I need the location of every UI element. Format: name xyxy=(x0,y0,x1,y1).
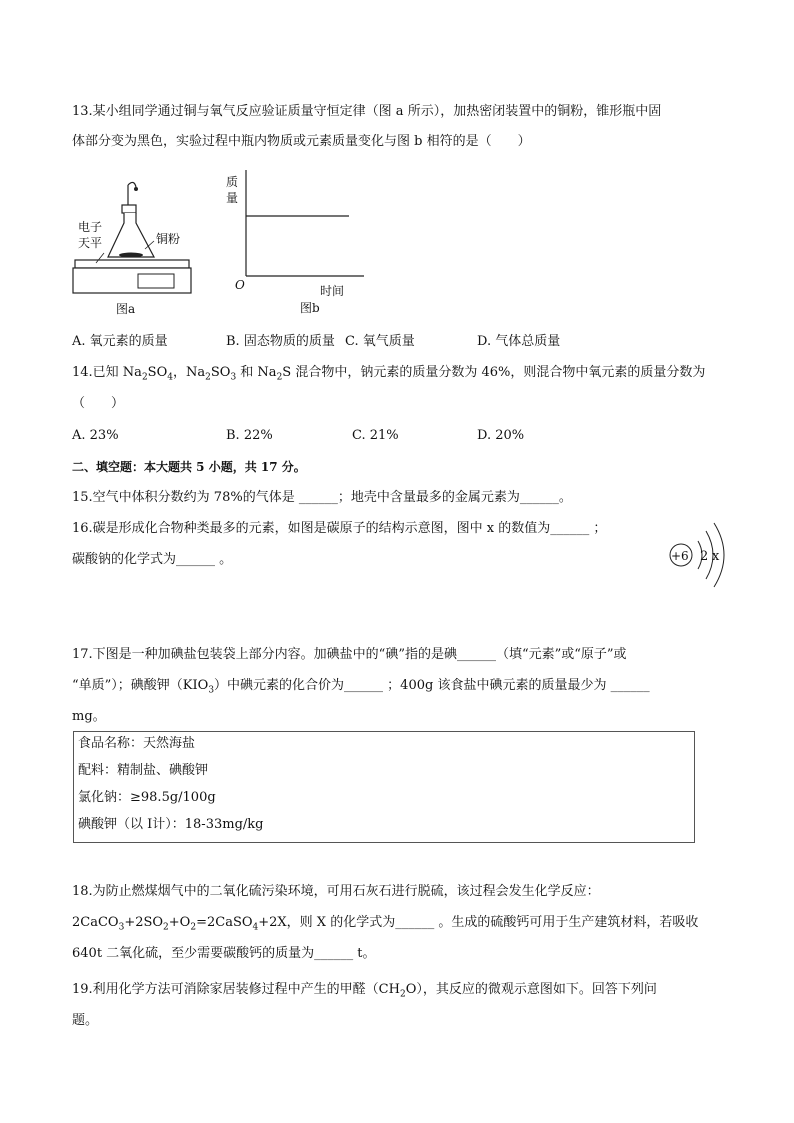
q19-line-2: 题。 xyxy=(72,1013,99,1028)
q17-line-3: mg。 xyxy=(72,709,106,724)
q19-line-1: 19.利用化学方法可消除家居装修过程中产生的甲醛$(CH_2O)$，其反应的微观示意图如下。回答下列问 xyxy=(72,982,657,1000)
q18-line-3: 640t 二氧化硫，至少需要碳酸钙的质量为______ t。 xyxy=(72,946,376,961)
q13-option-a[interactable]: A. 氧元素的质量 xyxy=(72,334,168,349)
nucleus-charge: +6 xyxy=(671,549,689,563)
q16-line-2: 碳酸钠的化学式为______ 。 xyxy=(72,552,233,567)
origin-label: O xyxy=(235,278,245,292)
label-food-name: 食品名称：天然海盐 xyxy=(78,736,196,751)
q18-line-1: 18.为防止燃煤烟气中的二氧化硫污染环境，可用石灰石进行脱硫，该过程会发生化学反应： xyxy=(72,884,600,899)
q17-line-1: 17.下图是一种加碘盐包装袋上部分内容。加碘盐中的“碘”指的是碘______（填“元素”或“原子”或 xyxy=(72,647,627,662)
q13-line-1: 13.某小组同学通过铜与氧气反应验证质量守恒定律（图 a 所示），加热密闭装置中的铜粉，锥形瓶中固 xyxy=(72,104,662,119)
y-axis-label-1: 质 xyxy=(226,175,239,189)
figure-b xyxy=(222,168,367,320)
q13-line-2: 体部分变为黑色，实验过程中瓶内物质或元素质量变化与图 b 相符的是（ ） xyxy=(72,134,531,149)
q16-line-1: 16.碳是形成化合物种类最多的元素，如图是碳原子的结构示意图，图中 x 的数值为______ ； xyxy=(72,521,607,536)
q14-line-1: 14.已知 $Na_2SO_4$，$Na_2SO_3$ 和 $Na_2S$ 混合物中，钠元素的质量分数为 46%，则混合物中氧元素的质量分数为 xyxy=(72,365,706,383)
q14-line-2: （ ） xyxy=(72,396,125,411)
label-ingredients: 配料：精制盐、碘酸钾 xyxy=(78,763,209,778)
carbon-atom-diagram xyxy=(664,519,734,591)
y-axis-label-2: 量 xyxy=(226,191,239,205)
copper-label: 铜粉 xyxy=(156,232,181,246)
q14-option-b[interactable]: B. 22% xyxy=(226,428,273,443)
figure-a-caption: 图a xyxy=(116,302,136,316)
label-potassium-iodate: 碘酸钾（以 I计）：18-33mg/kg xyxy=(78,817,264,832)
q13-option-b[interactable]: B. 固态物质的质量 xyxy=(226,334,335,349)
section-2-title: 二、填空题：本大题共 5 小题，共 17 分。 xyxy=(72,460,306,474)
x-axis-label: 时间 xyxy=(320,284,345,298)
q18-line-2: $2CaCO_3+2SO_2+O_2=2CaSO_4+2X$，则 X 的化学式为______ 。生成的硫酸钙可用于生产建筑材料，若吸收 xyxy=(72,915,699,933)
shell-1-electrons: 2 xyxy=(700,549,709,564)
q17-line-2: “单质”）；碘酸钾$(KIO_3)$中碘元素的化合价为______ ；400g 该食盐中碘元素的质量最少为 ______ xyxy=(72,678,650,696)
q13-option-d[interactable]: D. 气体总质量 xyxy=(477,334,561,349)
shell-2-electrons: x xyxy=(712,549,720,564)
q15-text: 15.空气中体积分数约为 78%的气体是 ______；地壳中含量最多的金属元素为______。 xyxy=(72,490,572,505)
q13-option-c[interactable]: C. 氧气质量 xyxy=(345,334,415,349)
label-sodium-chloride: 氯化钠：≥98.5g/100g xyxy=(78,790,216,805)
q14-option-c[interactable]: C. 21% xyxy=(352,428,399,443)
q14-option-d[interactable]: D. 20% xyxy=(477,428,525,443)
balance-label-2: 天平 xyxy=(78,236,103,250)
salt-package-label xyxy=(73,731,695,843)
balance-label-1: 电子 xyxy=(78,220,103,234)
figure-b-caption: 图b xyxy=(300,301,320,315)
figure-a xyxy=(70,175,195,320)
q14-option-a[interactable]: A. 23% xyxy=(72,428,119,443)
